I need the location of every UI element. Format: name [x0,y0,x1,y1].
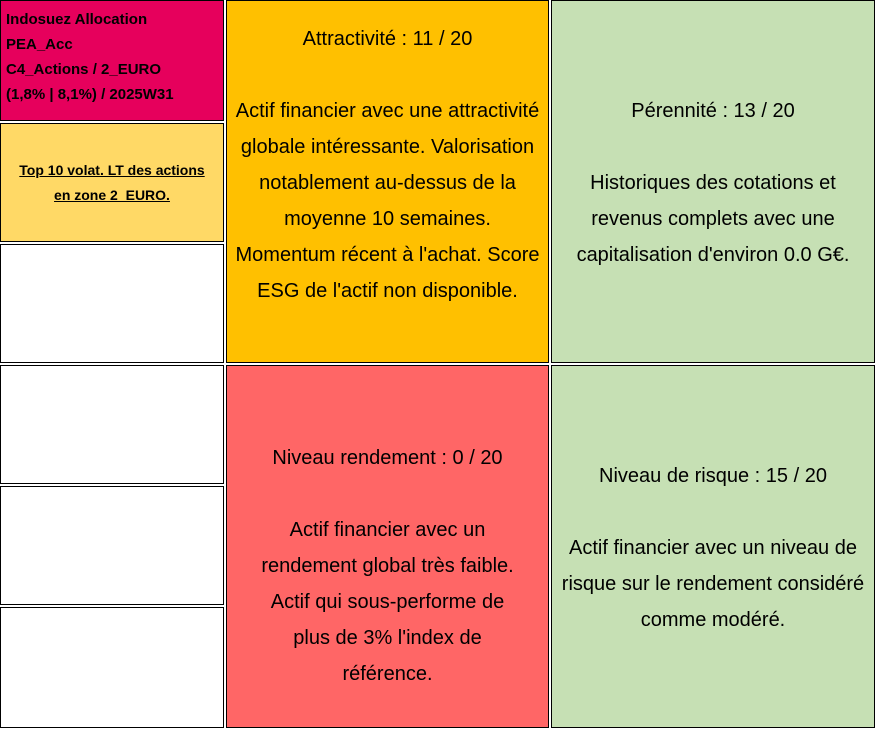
perennite-heading: Pérennité : 13 / 20 [631,100,795,122]
rendement-card [226,365,549,728]
attractivite-text: Actif financier avec une attractivité globale intéressante. Valorisation notablement au-dessus de la moyenne 10 semaines. Momentum récent à l'achat. Score ESG de l'actif non disponible. [235,100,540,302]
rendement-text: Actif financier avec un rendement global très faible. Actif qui sous-performe de plus de 3% l'index de référence. [261,519,514,685]
attractivite-card [226,0,549,363]
risque-text: Actif financier avec un niveau de risque sur le rendement considéré comme modéré. [561,537,865,631]
fund-account: PEA_Acc [6,36,73,53]
fund-name: Indosuez Allocation [6,11,148,28]
fund-stats: (1,8% | 8,1%) / 2025W31 [6,86,174,103]
risque-card [551,365,875,728]
empty-cell [0,607,224,728]
fund-info-box [0,0,224,121]
perennite-card [551,0,875,363]
perennite-text: Historiques des cotations et revenus complets avec une capitalisation d'environ 0.0 G€. [576,172,850,266]
subtitle-line-2: en zone 2_EURO. [54,186,170,203]
subtitle-line-1: Top 10 volat. LT des actions [19,161,205,178]
ranking-subtitle [0,123,224,242]
rendement-heading: Niveau rendement : 0 / 20 [272,447,503,469]
risque-heading: Niveau de risque : 15 / 20 [599,465,827,487]
empty-cell [0,244,224,363]
empty-cell [0,365,224,484]
empty-cell [0,486,224,605]
fund-category: C4_Actions / 2_EURO [6,61,162,78]
attractivite-heading: Attractivité : 11 / 20 [302,28,473,50]
